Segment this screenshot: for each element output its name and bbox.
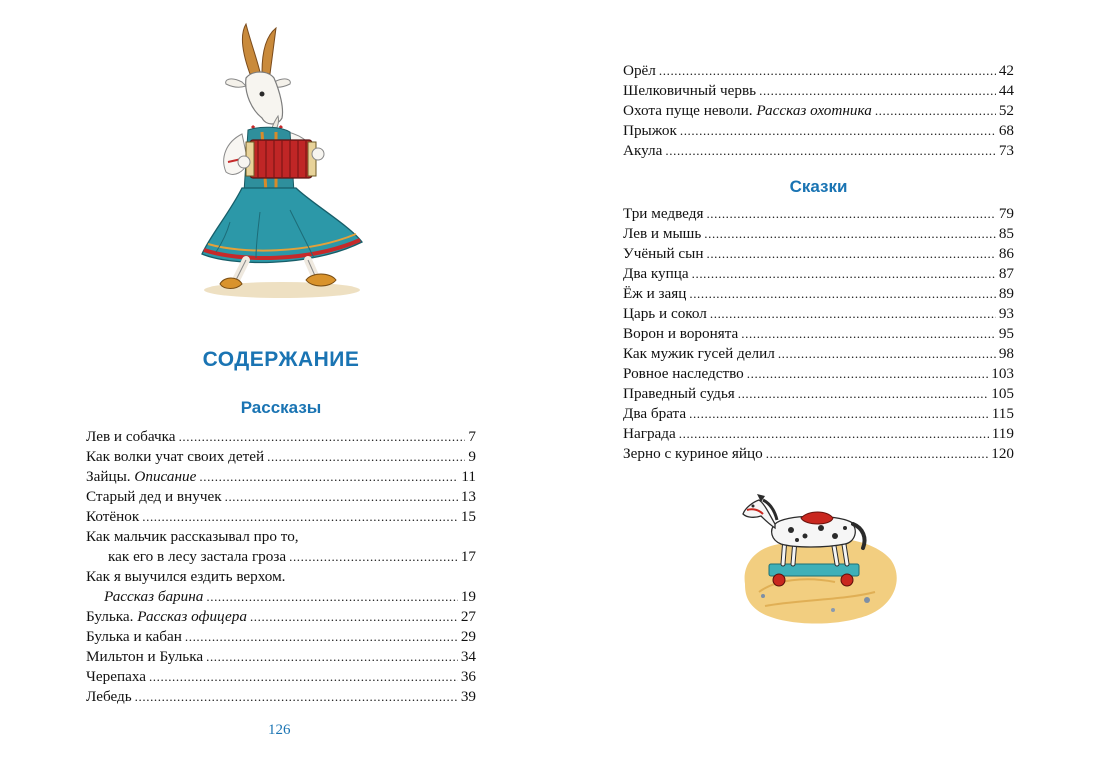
toc-item[interactable]: Царь и сокол ..... 93: [623, 304, 1014, 324]
toc-item[interactable]: Мильтон и Булька ..... 34: [86, 647, 476, 667]
section-heading-stories: Рассказы: [240, 398, 322, 417]
toc-item[interactable]: Два брата ..... 115: [623, 404, 1014, 424]
toc-item[interactable]: Прыжок ..... 68: [623, 121, 1014, 141]
toc-item[interactable]: Зайцы. Описание ..... 11: [86, 467, 476, 487]
section-heading-tales: Сказки: [789, 177, 848, 196]
toc-item[interactable]: Лев и мышь ..... 85: [623, 224, 1014, 244]
page-number: 126: [268, 722, 291, 738]
toc-item[interactable]: Булька и кабан ..... 29: [86, 627, 476, 647]
toc-item[interactable]: Три медведя ..... 79: [623, 204, 1014, 224]
toc-item[interactable]: Булька. Рассказ офицера ..... 27: [86, 607, 476, 627]
toc-item[interactable]: Шелковичный червь ..... 44: [623, 81, 1014, 101]
toc-item[interactable]: Зерно с куриное яйцо ..... 120: [623, 444, 1014, 464]
toc-list-stories-continued: [623, 61, 1014, 161]
toc-item[interactable]: Черепаха ..... 36: [86, 667, 476, 687]
toc-item[interactable]: Ровное наследство ..... 103: [623, 364, 1014, 384]
toc-item[interactable]: Учёный сын ..... 86: [623, 244, 1014, 264]
toc-item[interactable]: Орёл ..... 42: [623, 61, 1014, 81]
toc-item[interactable]: Ёж и заяц ..... 89: [623, 284, 1014, 304]
toc-item[interactable]: Ворон и воронята ..... 95: [623, 324, 1014, 344]
right-page: [550, 0, 1100, 783]
toc-item[interactable]: Как мужик гусей делил ..... 98: [623, 344, 1014, 364]
toy-horse-illustration: [735, 488, 905, 628]
toc-item[interactable]: Два купца ..... 87: [623, 264, 1014, 284]
toc-item[interactable]: Котёнок ..... 15: [86, 507, 476, 527]
toc-item[interactable]: Лев и собачка ..... 7: [86, 427, 476, 447]
toc-item-line1[interactable]: Как мальчик рассказывал про то,: [86, 528, 299, 545]
toc-item[interactable]: Охота пуще неволи. Рассказ охотника ..... 52: [623, 101, 1014, 121]
contents-heading: СОДЕРЖАНИЕ: [202, 348, 360, 371]
toc-item[interactable]: Награда ..... 119: [623, 424, 1014, 444]
toc-item[interactable]: Акула ..... 73: [623, 141, 1014, 161]
toc-item[interactable]: Рассказ барина ..... 19: [86, 587, 476, 607]
toc-item[interactable]: как его в лесу застала гроза ..... 17: [86, 547, 476, 567]
goat-with-accordion-illustration: [190, 22, 370, 300]
toc-item[interactable]: Старый дед и внучек ..... 13: [86, 487, 476, 507]
toc-item-line1[interactable]: Как я выучился ездить верхом.: [86, 568, 286, 585]
toc-item[interactable]: Как волки учат своих детей ..... 9: [86, 447, 476, 467]
toc-list-stories: [86, 427, 476, 707]
toc-item[interactable]: Лебедь ..... 39: [86, 687, 476, 707]
toc-item[interactable]: Праведный судья ..... 105: [623, 384, 1014, 404]
toc-list-tales: [623, 204, 1014, 464]
